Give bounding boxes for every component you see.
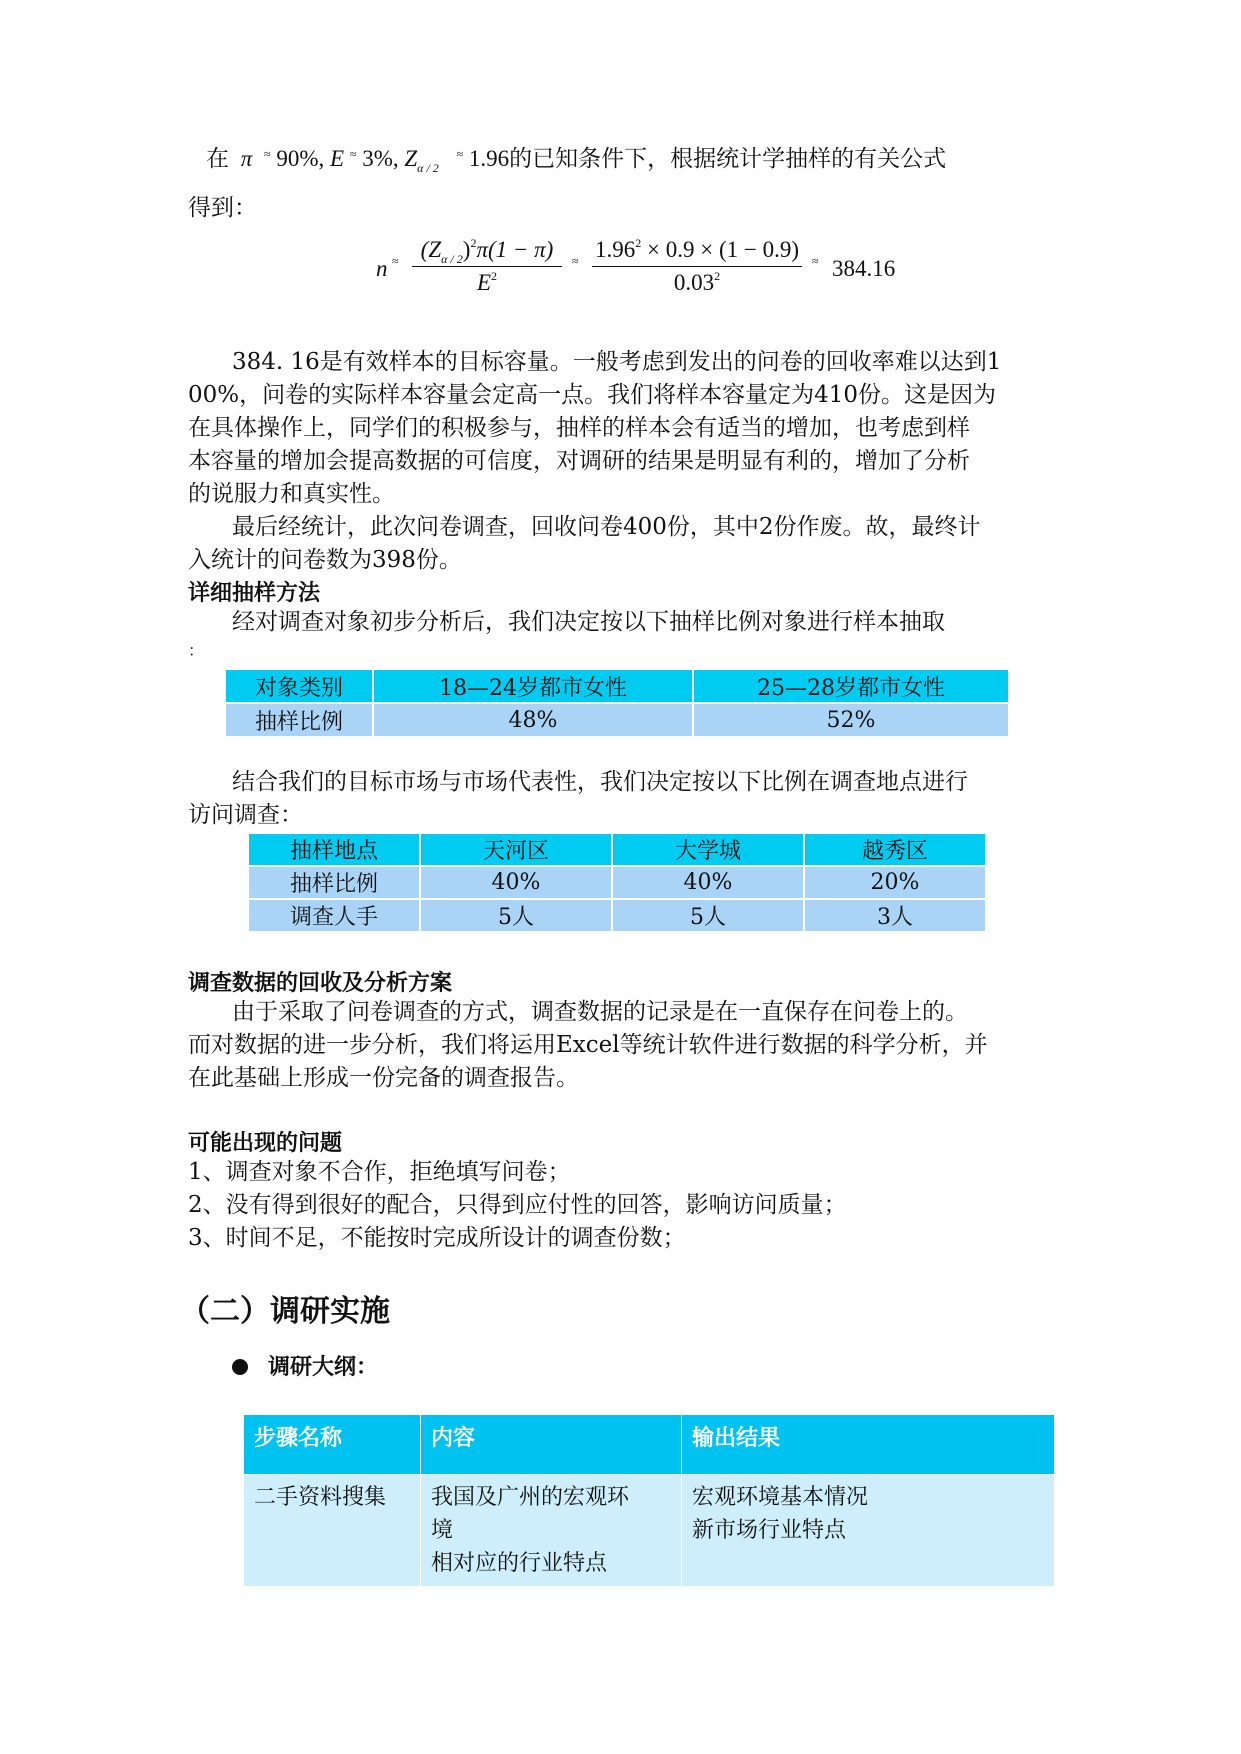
approx-sign: ≈ xyxy=(812,254,819,268)
fraction-1-numerator: $(Z_{\alpha / 2})^2\pi(1 - \pi)$ xyxy=(420,236,554,266)
table-cell: 5人 xyxy=(612,899,804,932)
table-cell: 18—24岁都市女性 xyxy=(373,669,693,703)
fraction-1 xyxy=(412,236,562,296)
location-ratio-table xyxy=(247,832,987,933)
paragraph-location-intro: 结合我们的目标市场与市场代表性，我们决定按以下比例在调查地点进行 访问调查： xyxy=(188,769,968,828)
formula-result: 384.16 xyxy=(832,256,896,281)
table-header-cell: 内容 xyxy=(421,1415,682,1475)
table-cell: 天河区 xyxy=(420,833,612,866)
table-header-cell: 输出结果 xyxy=(682,1415,1055,1475)
paragraph-sample-capacity: 384. 16是有效样本的目标容量。一般考虑到发出的问卷的回收率难以达到1 00%，问卷的实际样本容量会定高一点。我们将样本容量定为410份。这是因为 在具体操作上，同学们的积极参与，抽样的样本会有适当的增加，也考虑到样 本容量的增加会提高数据的可信度，对调研的结果是明显有利的，增加了分析 的说服力和真实性。 xyxy=(188,349,1002,507)
n-symbol: n xyxy=(376,256,388,281)
table-cell: 我国及广州的宏观环 境 相对应的行业特点 xyxy=(421,1475,682,1587)
table-cell: 5人 xyxy=(420,899,612,932)
table-cell: 3人 xyxy=(804,899,986,932)
table-cell: 对象类别 xyxy=(225,669,373,703)
z-value: 1.96 xyxy=(468,146,510,171)
table-cell: 40% xyxy=(612,866,804,899)
fraction-1-bar xyxy=(412,266,562,267)
list-item: 3、时间不足，不能按时完成所设计的调查份数； xyxy=(188,1225,686,1251)
table-row xyxy=(225,669,1009,703)
table-cell: 25—28岁都市女性 xyxy=(693,669,1009,703)
paragraph-sampling-intro: 经对调查对象初步分析后，我们决定按以下抽样比例对象进行样本抽取 ： xyxy=(188,609,945,660)
z-symbol: Z xyxy=(404,146,418,171)
bullet-label: 调研大纲： xyxy=(268,1355,379,1380)
fraction-2-denominator: 0.03$^2$ xyxy=(673,269,721,295)
heading-possible-problems: 可能出现的问题 xyxy=(188,1131,343,1156)
table-header-cell: 步骤名称 xyxy=(244,1415,421,1475)
table-cell: 大学城 xyxy=(612,833,804,866)
bullet-dot-icon xyxy=(232,1359,248,1375)
table-row xyxy=(248,866,986,899)
table-cell: 抽样地点 xyxy=(248,833,420,866)
e-value: 3%, xyxy=(362,146,399,171)
table-row xyxy=(225,703,1009,737)
formula-suffix: 的已知条件下，根据统计学抽样的有关公式 xyxy=(509,146,947,171)
approx-sign: ≈ xyxy=(392,254,399,268)
formula-condition-line xyxy=(206,140,946,176)
sample-size-formula xyxy=(376,236,936,316)
section-title: （二）调研实施 xyxy=(180,1294,390,1329)
table-cell: 二手资料搜集 xyxy=(244,1475,421,1587)
heading-sampling-method: 详细抽样方法 xyxy=(188,581,321,606)
list-item: 1、调查对象不合作，拒绝填写问卷； xyxy=(188,1159,571,1185)
table-cell: 宏观环境基本情况 新市场行业特点 xyxy=(682,1475,1055,1587)
z-subscript: α / 2 xyxy=(417,161,439,175)
table-cell: 40% xyxy=(420,866,612,899)
fraction-2-bar xyxy=(592,266,802,267)
approx-sign: ≈ xyxy=(264,147,271,161)
table-row xyxy=(248,833,986,866)
formula-prefix: 在 xyxy=(206,146,229,171)
sampling-ratio-table xyxy=(224,668,1010,738)
list-item: 2、没有得到很好的配合，只得到应付性的回答，影响访问质量； xyxy=(188,1192,847,1218)
e-symbol: E xyxy=(330,146,345,171)
fraction-2-numerator: $1.96^2 \times 0.9 \times (1 - 0.9)$ xyxy=(595,236,799,262)
fraction-2 xyxy=(592,236,802,296)
bullet-outline xyxy=(232,1350,378,1381)
paragraph-data-analysis: 由于采取了问卷调查的方式，调查数据的记录是在一直保存在问卷上的。 而对数据的进一步分析，我们将运用Excel等统计软件进行数据的科学分析，并 在此基础上形成一份完备的调查报告。 xyxy=(188,999,988,1091)
problems-list xyxy=(188,1156,1048,1255)
table-cell: 52% xyxy=(693,703,1009,737)
approx-sign: ≈ xyxy=(349,147,357,161)
table-cell: 抽样比例 xyxy=(225,703,373,737)
table-cell: 调查人手 xyxy=(248,899,420,932)
table-row xyxy=(244,1475,1055,1587)
heading-data-recovery: 调查数据的回收及分析方案 xyxy=(188,971,453,996)
table-cell: 20% xyxy=(804,866,986,899)
fraction-1-denominator: $E^2$ xyxy=(476,269,498,295)
pi-value: 90%, xyxy=(276,146,325,171)
approx-sign: ≈ xyxy=(456,147,464,161)
table-cell: 48% xyxy=(373,703,693,737)
pi-symbol: π xyxy=(240,146,253,171)
paragraph-final-count: 最后经统计，此次问卷调查，回收问卷400份，其中2份作废。故，最终计 入统计的问卷数为398份。 xyxy=(188,514,981,573)
research-outline-table xyxy=(243,1414,1055,1587)
table-row xyxy=(248,899,986,932)
table-row xyxy=(244,1415,1055,1475)
table-cell: 越秀区 xyxy=(804,833,986,866)
approx-sign: ≈ xyxy=(572,254,579,268)
formula-intro-line2: 得到： xyxy=(188,195,257,221)
table-cell: 抽样比例 xyxy=(248,866,420,899)
